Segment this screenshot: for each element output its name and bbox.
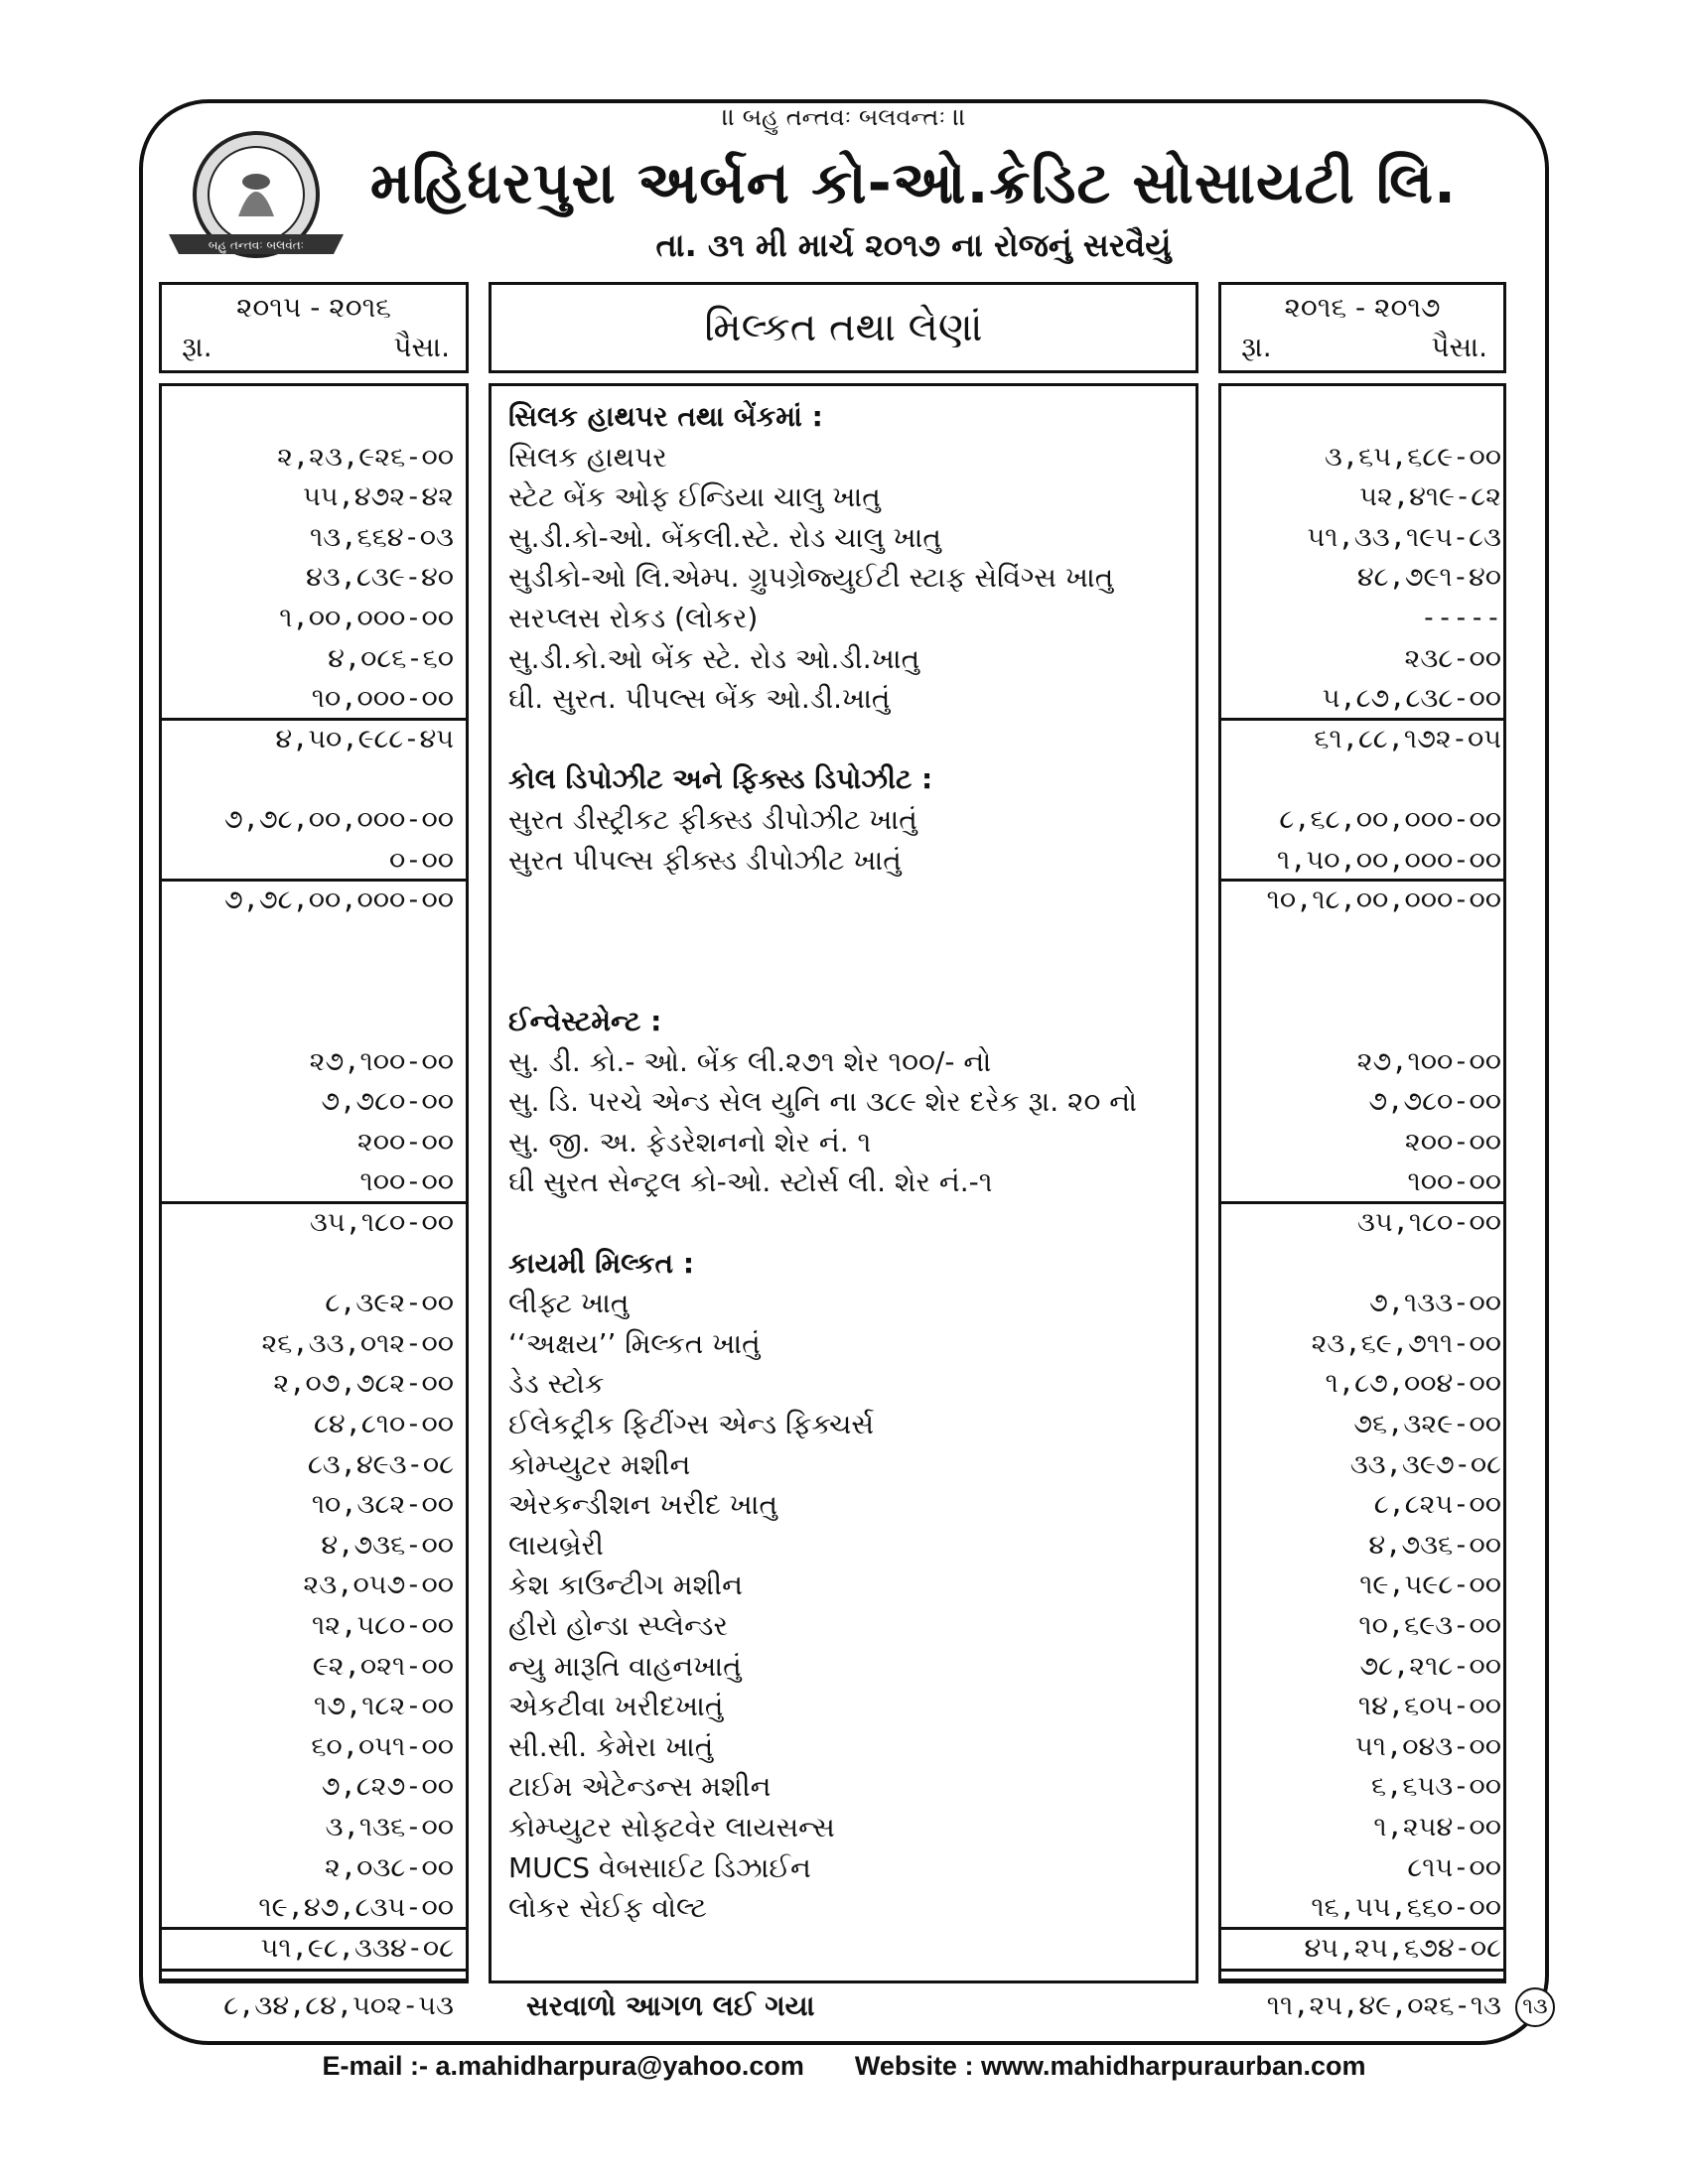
prev-amount: ૭,૭૮૦-૦૦: [321, 1086, 454, 1118]
account-name: ઈલેકટ્રીક ફિટીંગ્સ એન્ડ ફિક્ચર્સ: [508, 1408, 875, 1440]
cur-amount: ૮,૮૨૫-૦૦: [1373, 1489, 1501, 1521]
cur-year-label: ૨૦૧૬ - ૨૦૧૭: [1284, 291, 1441, 324]
prev-amount: ૧૩,૬૬૪-૦૩: [310, 521, 454, 553]
account-name: ન્યુ મારૂતિ વાહનખાતું: [508, 1649, 742, 1683]
prev-amount: ૧૯,૪૭,૮૩૫-૦૦: [258, 1892, 454, 1924]
cur-amount: ૨૩,૬૯,૭૧૧-૦૦: [1311, 1327, 1501, 1359]
account-name: સુ.ડી.કો.ઓ બેંક સ્ટે. રોડ ઓ.ડી.ખાતુ: [508, 641, 920, 675]
account-name: હીરો હોન્ડા સ્પ્લેન્ડર: [508, 1609, 728, 1642]
cur-subtotal: ૪૫,૨૫,૬૭૪-૦૮: [1304, 1932, 1501, 1964]
cur-amount: ૫,૮૭,૮૩૮-૦૦: [1322, 683, 1501, 715]
prev-amount: ૨૦૦-૦૦: [356, 1126, 454, 1158]
account-name: લીફ્ટ ખાતુ: [508, 1287, 630, 1320]
grand-rule-prev: [159, 1969, 469, 1972]
prev-amount: ૩,૧૩૬-૦૦: [325, 1812, 454, 1843]
grand-total-prev: ૮,૩૪,૮૪,૫૦૨-૫૩: [223, 1989, 454, 2021]
account-name: લાયબ્રેરી: [508, 1528, 604, 1562]
account-name: સરપ્લસ રોકડ (લોકર): [508, 602, 759, 634]
footer: [0, 2051, 1688, 2082]
account-name: સી.સી. કેમેરા ખાતું: [508, 1729, 714, 1763]
section-heading: ઈન્વેસ્ટમેન્ટ :: [508, 1005, 662, 1037]
account-name: MUCS વેબસાઈટ ડિઝાઈન: [508, 1850, 811, 1884]
grand-rule-cur-2: [1218, 1979, 1506, 1981]
cur-subtotal: ૧૦,૧૮,૦૦,૦૦૦-૦૦: [1266, 885, 1501, 916]
cur-amount: ૨૭,૧૦૦-૦૦: [1356, 1045, 1501, 1077]
account-name: ટાઈમ એટેન્ડન્સ મશીન: [508, 1770, 772, 1804]
account-name: કોમ્પ્યુટર સોફ્ટવેર લાયસન્સ: [508, 1811, 835, 1843]
grand-rule-cur: [1218, 1969, 1506, 1972]
account-name: સુ. જી. અ. ફેડરેશનનો શેર નં. ૧: [508, 1125, 872, 1159]
cur-amount: ૧૦૦-૦૦: [1407, 1166, 1501, 1198]
cur-amount: ૮૧૫-૦૦: [1407, 1851, 1501, 1883]
prev-year-header: [159, 282, 469, 373]
prev-amount: ૪૩,૮૩૯-૪૦: [305, 562, 454, 594]
cur-amount: -----: [1420, 603, 1501, 633]
account-name: એકટીવા ખરીદખાતું: [508, 1690, 724, 1723]
prev-amount: ૧૨,૫૮૦-૦૦: [312, 1610, 454, 1641]
prev-amount: ૧,૦૦,૦૦૦-૦૦: [279, 603, 454, 633]
cur-amount: ૪,૭૩૬-૦૦: [1368, 1529, 1501, 1561]
motto: ।। બહુ તન્તવઃ બલવન્તઃ ।।: [722, 103, 966, 131]
cur-amount: ૫૧,૩૩,૧૯૫-૮૩: [1307, 521, 1501, 553]
prev-subtotal: ૫૧,૯૮,૩૩૪-૦૮: [260, 1932, 454, 1964]
account-name: ડેડ સ્ટોક: [508, 1367, 605, 1401]
account-name: સુડીકો-ઓ લિ.એમ્પ. ગ્રુપગ્રેજ્યુઈટી સ્ટાફ સેવિંગ્સ ખાતુ: [508, 561, 1114, 595]
footer-website: Website : www.mahidharpuraurban.com: [854, 2051, 1366, 2081]
cur-subtotal: ૬૧,૮૮,૧૭૨-૦૫: [1314, 723, 1501, 754]
grand-total-cur: ૧૧,૨૫,૪૯,૦૨૬-૧૩: [1266, 1989, 1501, 2021]
grand-total-label: સરવાળો આગળ લઈ ગયા: [526, 1988, 815, 2022]
account-name: કેશ કાઉન્ટીગ મશીન: [508, 1569, 743, 1602]
cur-amount: ૭,૧૩૩-૦૦: [1369, 1288, 1501, 1319]
prev-amount: ૦-૦૦: [388, 844, 454, 876]
cur-amount: ૬,૬૫૩-૦૦: [1371, 1771, 1501, 1803]
cur-paise-label: પૈસા.: [1431, 331, 1487, 363]
cur-subtotal: ૩૫,૧૮૦-૦૦: [1356, 1207, 1501, 1238]
footer-email: E-mail :- a.mahidharpura@yahoo.com: [322, 2051, 804, 2081]
account-name: સુરત પીપલ્સ ફીક્સ્ડ ડીપોઝીટ ખાતું: [508, 843, 902, 877]
account-name: એરકન્ડીશન ખરીદ ખાતુ: [508, 1488, 778, 1522]
account-name: સુ. ડી. કો.- ઓ. બેંક લી.૨૭૧ શેર ૧૦૦/- નો: [508, 1044, 992, 1078]
prev-amount: ૨૭,૧૦૦-૦૦: [309, 1045, 454, 1077]
page-number: ૧૩: [1515, 1987, 1555, 2027]
section-heading: કોલ ડિપોઝીટ અને ફિક્સ્ડ ડિપોઝીટ :: [508, 762, 933, 796]
cur-amount: ૧૬,૫૫,૬૬૦-૦૦: [1311, 1892, 1501, 1924]
prev-amount: ૬૦,૦૫૧-૦૦: [311, 1730, 454, 1762]
prev-subtotal: ૩૫,૧૮૦-૦૦: [309, 1207, 454, 1238]
account-name: ઘી. સુરત. પીપલ્સ બેંક ઓ.ડી.ખાતું: [508, 682, 891, 716]
cur-amount: ૪૮,૭૯૧-૪૦: [1356, 562, 1501, 594]
cur-amount: ૧,૫૦,૦૦,૦૦૦-૦૦: [1276, 844, 1501, 876]
prev-amount: ૮,૩૯૨-૦૦: [325, 1288, 454, 1319]
prev-amount: ૮૩,૪૯૩-૦૮: [307, 1448, 454, 1480]
cur-amount: ૭૬,૩૨૯-૦૦: [1353, 1409, 1501, 1439]
prev-amount: ૧૦,૩૮૨-૦૦: [311, 1489, 454, 1521]
prev-amount: ૧૦,૦૦૦-૦૦: [311, 683, 454, 715]
balance-sheet-date: તા. ૩૧ મી માર્ચ ૨૦૧૭ ના રોજનું સરવૈયું: [655, 226, 1172, 264]
cur-amount: ૩,૬૫,૬૮૯-૦૦: [1324, 441, 1501, 473]
cur-amount: ૧૯,૫૯૮-૦૦: [1359, 1570, 1501, 1601]
prev-amount: ૨૩,૦૫૭-૦૦: [303, 1570, 454, 1601]
cur-amount: ૨૦૦-૦૦: [1404, 1126, 1501, 1158]
grand-rule-prev-2: [159, 1979, 469, 1981]
cur-amount: ૧૦,૬૯૩-૦૦: [1358, 1610, 1501, 1641]
prev-amount: ૪,૭૩૬-૦૦: [321, 1529, 454, 1561]
prev-subtotal: ૭,૭૮,૦૦,૦૦૦-૦૦: [223, 885, 454, 916]
cur-amount: ૭,૭૮૦-૦૦: [1368, 1086, 1501, 1118]
cur-amount: ૮,૬૮,૦૦,૦૦૦-૦૦: [1279, 804, 1501, 835]
cur-year-header: [1218, 282, 1506, 373]
account-name: લોકર સેઈફ વોલ્ટ: [508, 1891, 707, 1925]
prev-amount: ૨,૦૩૮-૦૦: [325, 1851, 454, 1883]
prev-amount: ૨,૦૭,૭૮૨-૦૦: [273, 1368, 454, 1400]
cur-amount: ૧,૮૭,૦૦૪-૦૦: [1325, 1368, 1501, 1400]
cur-amount: ૫૧,૦૪૩-૦૦: [1355, 1730, 1501, 1762]
prev-amount: ૨,૨૩,૯૨૬-૦૦: [277, 441, 454, 473]
account-name: ‘‘અક્ષય’’ મિલ્કત ખાતું: [508, 1326, 761, 1360]
account-name: સુ.ડી.કો-ઓ. બેંકલી.સ્ટે. રોડ ચાલુ ખાતુ: [508, 520, 941, 554]
account-name: સુ. ડિ. પરચે એન્ડ સેલ યુનિ ના ૩૮૯ શેર દરેક રૂા. ૨૦ નો: [508, 1085, 1138, 1119]
prev-amount: ૧૦૦-૦૦: [359, 1166, 454, 1198]
prev-subtotal: ૪,૫૦,૯૮૮-૪૫: [275, 723, 454, 754]
prev-amount: ૫૫,૪૭૨-૪૨: [303, 481, 454, 513]
cur-amount: ૩૩,૩૯૭-૦૮: [1349, 1448, 1501, 1480]
prev-amount: ૧૭,૧૮૨-૦૦: [314, 1691, 454, 1722]
logo-ribbon-text: બહુ તન્તવઃ બલવંતઃ: [208, 238, 305, 252]
organization-name: મહિધરપુરા અર્બન કો-ઓ.ક્રેડિટ સોસાયટી લિ.: [369, 149, 1458, 216]
account-name: કોમ્પ્યુટર મશીન: [508, 1447, 691, 1481]
assets-header: મિલ્કત તથા લેણાં: [489, 282, 1198, 373]
society-logo: [159, 127, 353, 276]
account-name: સુરત ડીસ્ટ્રીકટ ફીક્સ્ડ ડીપોઝીટ ખાતું: [508, 803, 917, 836]
section-heading: કાયમી મિલ્કત :: [508, 1246, 695, 1280]
cur-amount: ૫૨,૪૧૯-૮૨: [1359, 481, 1501, 513]
prev-amount: ૪,૦૮૬-૬૦: [328, 642, 454, 674]
section-heading: સિલક હાથપર તથા બેંકમાં :: [508, 400, 823, 433]
cur-amount: ૨૩૮-૦૦: [1404, 642, 1501, 674]
account-name: સિલક હાથપર: [508, 440, 667, 474]
prev-amount: ૮૪,૮૧૦-૦૦: [314, 1409, 454, 1439]
cur-amount: ૧૪,૬૦૫-૦૦: [1357, 1691, 1501, 1722]
prev-amount: ૭,૮૨૭-૦૦: [321, 1771, 454, 1803]
prev-amount: ૨૬,૩૩,૦૧૨-૦૦: [261, 1327, 454, 1359]
prev-amount: ૯૨,૦૨૧-૦૦: [312, 1650, 454, 1682]
prev-rupees-label: રૂા.: [182, 331, 212, 363]
prev-amount: ૭,૭૮,૦૦,૦૦૦-૦૦: [223, 804, 454, 835]
cur-amount: ૧,૨૫૪-૦૦: [1373, 1812, 1501, 1843]
account-name: ઘી સુરત સેન્ટ્રલ કો-ઓ. સ્ટોર્સ લી. શેર નં.-૧: [508, 1165, 993, 1199]
cur-rupees-label: રૂા.: [1241, 331, 1272, 363]
prev-year-label: ૨૦૧૫ - ૨૦૧૬: [235, 291, 391, 324]
prev-paise-label: પૈસા.: [393, 331, 450, 363]
account-name: સ્ટેટ બેંક ઓફ ઈન્ડિયા ચાલુ ખાતુ: [508, 480, 881, 514]
cur-amount: ૭૮,૨૧૮-૦૦: [1359, 1650, 1501, 1682]
